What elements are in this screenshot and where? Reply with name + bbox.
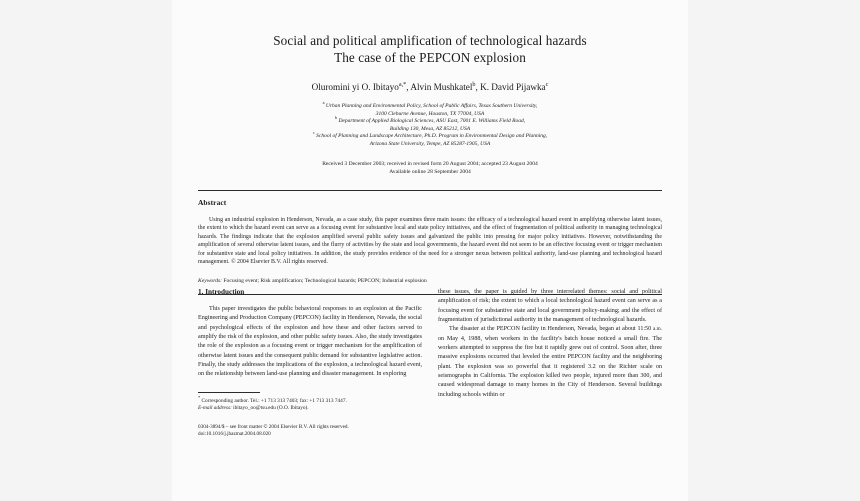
footnote-corresponding-text: Corresponding author. Tel.: +1 713 313 7403; fax: +1 713 313 7447. — [200, 397, 347, 404]
disaster-text-part-2: on May 4, 1988, when workers in the facility's batch house noticed a small fire. The workers attempted to suppress the fire but it rapidly grew out of control. Soon after, three massive explosions occurred that leveled the entire PEPCON facility and the neighboring plant. The explosion was so powerful that it registered 3.2 on the Richter scale on seismographs in California. The explosion killed two people, injured more than 300, and caused widespread damage to many homes in the City of Henderson. Several buildings including schools within or — [438, 335, 662, 398]
footnote-email-label: E-mail address: — [198, 405, 232, 412]
footnote-mark: * — [198, 394, 201, 400]
received-line: Received 3 December 2003; received in revised form 20 August 2004; accepted 23 August 2004 — [322, 160, 538, 167]
left-column — [198, 288, 422, 439]
affiliation-mark-a: a — [322, 100, 325, 106]
author-mark-2: b — [472, 80, 476, 88]
keywords-line — [198, 277, 662, 285]
author-mark-1: a,* — [398, 80, 407, 88]
footnote-email-value[interactable]: ibitayo_oo@tsu.edu (O.O. Ibitayo). — [231, 405, 309, 412]
disaster-text-part-1: The disaster at the PEPCON facility in Henderson, Nevada, began at about 11:50 — [449, 326, 652, 333]
affiliation-c-text-1: School of Planning and Landscape Architecture, Ph.D. Program in Environmental Design and Planning, — [316, 133, 548, 140]
paper-sheet — [172, 0, 688, 501]
author-name-3: K. David Pijawka — [480, 82, 546, 92]
abstract-section — [172, 191, 688, 285]
author-name-1: Oluromini yi O. Ibitayo — [311, 82, 399, 92]
right-column — [438, 288, 662, 439]
affiliation-mark-b: b — [334, 115, 338, 121]
affiliation-b-line-2: Building 130, Mesa, AZ 85212, USA — [389, 125, 471, 132]
author-mark-3: c — [545, 80, 549, 88]
affiliation-block — [172, 100, 688, 149]
intro-paragraph-2: these issues, the paper is guided by three interrelated themes: social and political amplification of risk; the extent to which a local technological hazard event can serve as a focusing event for substantive state and local government policy-making; and the effect of fragmentation of jurisdictional authority in the management of technological hazards. — [438, 289, 662, 324]
section-heading-introduction: 1. Introduction — [198, 288, 245, 296]
affiliation-b-line-1 — [172, 115, 688, 126]
affiliation-c-line-2: Arizona State University, Tempe, AZ 85287-1905, USA — [369, 140, 491, 147]
title-block — [172, 0, 688, 176]
publication-dates — [172, 160, 688, 176]
intro-paragraph-3 — [438, 325, 662, 400]
affiliation-b-text-1: Department of Applied Biological Sciences, ASU East, 7001 E. Williams Field Road, — [338, 118, 526, 125]
author-list: Oluromini yi O. Ibitayo$^{a,*}$, Alvin Mushkatel$^b$, K. David Pijawka$^c$ — [311, 80, 549, 92]
abstract-paragraph: Using an industrial explosion in Henderson, Nevada, as a case study, this paper examines three main issues: the efficacy of a technological hazard event in amplifying otherwise latent issues, the extent to which the hazard event can serve as a focusing event for substantive local and state policy initiatives, and the effect of fragmentation of political authority in managing technological hazards. The findings indicate that the explosion amplified several public safety issues and galvanized the public into pressing for major policy initiatives. However, notwithstanding the amplification of several otherwise latent issues, and the flurry of activities by the state and local governments, the hazard event did not seem to be an effective focusing event or trigger mechanism for substantive state and local policy initiatives. In addition, the study provides evidence of the need for a stronger nexus between political authority, land-use planning and technological hazard management. — [198, 216, 662, 266]
affiliation-a-text-1: Urban Planning and Environmental Policy, School of Public Affairs, Texas Southern University, — [325, 103, 538, 109]
footnote-email — [198, 405, 422, 413]
disaster-time-meridiem: a.m. — [653, 326, 662, 333]
imprint-line-1: 0304-3894/$ – see front matter © 2004 Elsevier B.V. All rights reserved. — [198, 423, 349, 430]
affiliation-mark-c: c — [312, 130, 315, 136]
affiliation-a-line-1 — [172, 100, 688, 111]
keywords-value: Focusing event; Risk amplification; Technological hazards; PEPCON; Industrial explosion — [222, 277, 427, 284]
author-name-2: Alvin Mushkatel — [410, 82, 473, 92]
imprint-block — [198, 424, 422, 439]
affiliation-a-line-2: 3100 Cleburne Avenue, Houston, TX 77004, USA — [375, 110, 485, 117]
keywords-label: Keywords: — [198, 277, 223, 284]
footnote-divider — [198, 392, 260, 393]
article-title-line-2: The case of the PEPCON explosion — [334, 49, 526, 65]
available-online-line: Available online 28 September 2004 — [389, 168, 471, 175]
article-title-line-1: Social and political amplification of technological hazards — [273, 33, 587, 48]
affiliation-c-line-1 — [172, 130, 688, 141]
abstract-heading: Abstract — [198, 197, 227, 207]
abstract-text — [198, 216, 662, 267]
imprint-doi: doi:10.1016/j.jhazmat.2004.08.020 — [198, 431, 271, 438]
abstract-copyright: © 2004 Elsevier B.V. All rights reserved. — [231, 259, 328, 266]
body-columns — [198, 288, 662, 439]
intro-paragraph-1: This paper investigates the public behavioral responses to an explosion at the Pacific Engineering and Production Company (PEPCON) facility in Henderson, Nevada, the social and psychological effects of the explosion and how these and other factors served to amplify the risk of the explosion, and other public safety issues. Also, the study investigates the role of the explosion as a focusing event or trigger mechanism for the amplification of otherwise latent issues and the consequent public demand for substantive legislative action. Finally, the study addresses the implications of the explosion, a technological hazard event, on the relationship between land-use planning and disaster management. In exploring — [198, 306, 422, 378]
